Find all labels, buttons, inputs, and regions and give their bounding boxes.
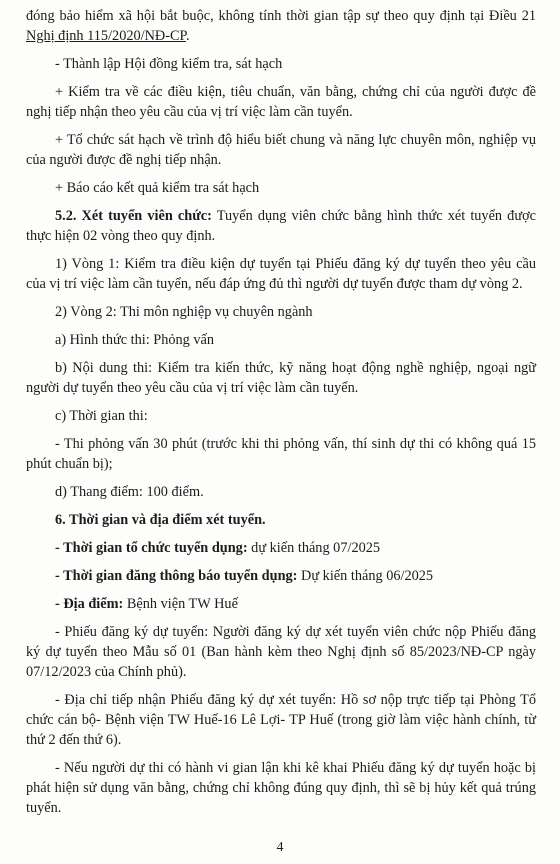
location-label: - Địa điểm: bbox=[55, 596, 124, 612]
recruitment-time-label: - Thời gian tổ chức tuyển dụng: bbox=[55, 540, 248, 556]
section-6-title bbox=[26, 510, 536, 530]
paragraph-fraud-warning: - Nếu người dự thi có hành vi gian lận khi kê khai Phiếu đăng ký dự tuyển hoặc bị phát hiện sử dụng văn bằng, chứng chỉ không đúng quy định, thì sẽ bị hủy kết quả trúng tuyển. bbox=[26, 760, 536, 816]
section-5-2-title: 5.2. Xét tuyển viên chức: bbox=[55, 208, 212, 224]
paragraph-exam-content: b) Nội dung thi: Kiểm tra kiến thức, kỹ năng hoạt động nghề nghiệp, ngoại ngữ người dự tuyển theo yêu cầu của vị trí việc làm cần tuyển. bbox=[26, 360, 536, 396]
paragraph-council: - Thành lập Hội đồng kiểm tra, sát hạch bbox=[55, 56, 283, 72]
paragraph-location bbox=[26, 594, 536, 614]
intro-end: . bbox=[185, 28, 190, 44]
paragraph-registration-form: - Phiếu đăng ký dự tuyển: Người đăng ký dự xét tuyển viên chức nộp Phiếu đăng ký dự tuyển theo Mẫu số 01 (Ban hành kèm theo Nghị định số 85/2023/NĐ-CP ngày 07/12/2023 của Chính phủ). bbox=[26, 624, 536, 680]
paragraph-submission-address: - Địa chỉ tiếp nhận Phiếu đăng ký dự xét tuyển: Hồ sơ nộp trực tiếp tại Phòng Tổ chức cán bộ- Bệnh viện TW Huế-16 Lê Lợi- TP Huế (trong giờ làm việc hành chính, từ thứ 2 đến thứ 6). bbox=[26, 692, 536, 748]
location-value: Bệnh viện TW Huế bbox=[123, 596, 238, 612]
paragraph-assessment: + Tổ chức sát hạch về trình độ hiểu biết chung và năng lực chuyên môn, nghiệp vụ của người được đề nghị tiếp nhận. bbox=[26, 132, 536, 168]
paragraph-round-2: 2) Vòng 2: Thi môn nghiệp vụ chuyên ngành bbox=[55, 304, 313, 320]
paragraph-intro bbox=[26, 6, 536, 46]
recruitment-time-value: dự kiến tháng 07/2025 bbox=[247, 540, 381, 556]
paragraph-score-scale: d) Thang điểm: 100 điểm. bbox=[55, 484, 204, 500]
paragraph-check-conditions: + Kiểm tra về các điều kiện, tiêu chuẩn, văn bằng, chứng chỉ của người được đề nghị tiếp nhận theo yêu cầu của vị trí việc làm cần tuyển. bbox=[26, 84, 536, 120]
section-5-2 bbox=[26, 206, 536, 246]
announcement-time-value: Dự kiến tháng 06/2025 bbox=[297, 568, 434, 584]
decree-reference: Nghị định 115/2020/NĐ-CP bbox=[26, 28, 186, 44]
section-5-2-text: Tuyển dụng viên chức bằng hình thức xét tuyển được thực hiện 02 vòng theo quy định. bbox=[26, 208, 536, 244]
paragraph-exam-time: c) Thời gian thi: bbox=[55, 408, 148, 424]
paragraph-announcement-time bbox=[26, 566, 536, 586]
paragraph-interview-duration: - Thi phỏng vấn 30 phút (trước khi thi phỏng vấn, thí sinh dự thi có không quá 15 phút chuẩn bị); bbox=[26, 436, 536, 472]
intro-text: đóng bảo hiểm xã hội bắt buộc, không tính thời gian tập sự theo quy định tại Điều 21 bbox=[26, 8, 536, 24]
paragraph-round-1: 1) Vòng 1: Kiểm tra điều kiện dự tuyển tại Phiếu đăng ký dự tuyển theo yêu cầu của vị trí việc làm cần tuyển, nếu đáp ứng đủ thì người dự tuyển được tham dự vòng 2. bbox=[26, 256, 536, 292]
paragraph-exam-format: a) Hình thức thi: Phỏng vấn bbox=[55, 332, 215, 348]
paragraph-report: + Báo cáo kết quả kiểm tra sát hạch bbox=[55, 180, 260, 196]
section-6-heading: 6. Thời gian và địa điểm xét tuyển. bbox=[55, 512, 266, 528]
announcement-time-label: - Thời gian đăng thông báo tuyển dụng: bbox=[55, 568, 298, 584]
page-number: 4 bbox=[276, 840, 284, 855]
paragraph-recruitment-time bbox=[26, 538, 536, 558]
